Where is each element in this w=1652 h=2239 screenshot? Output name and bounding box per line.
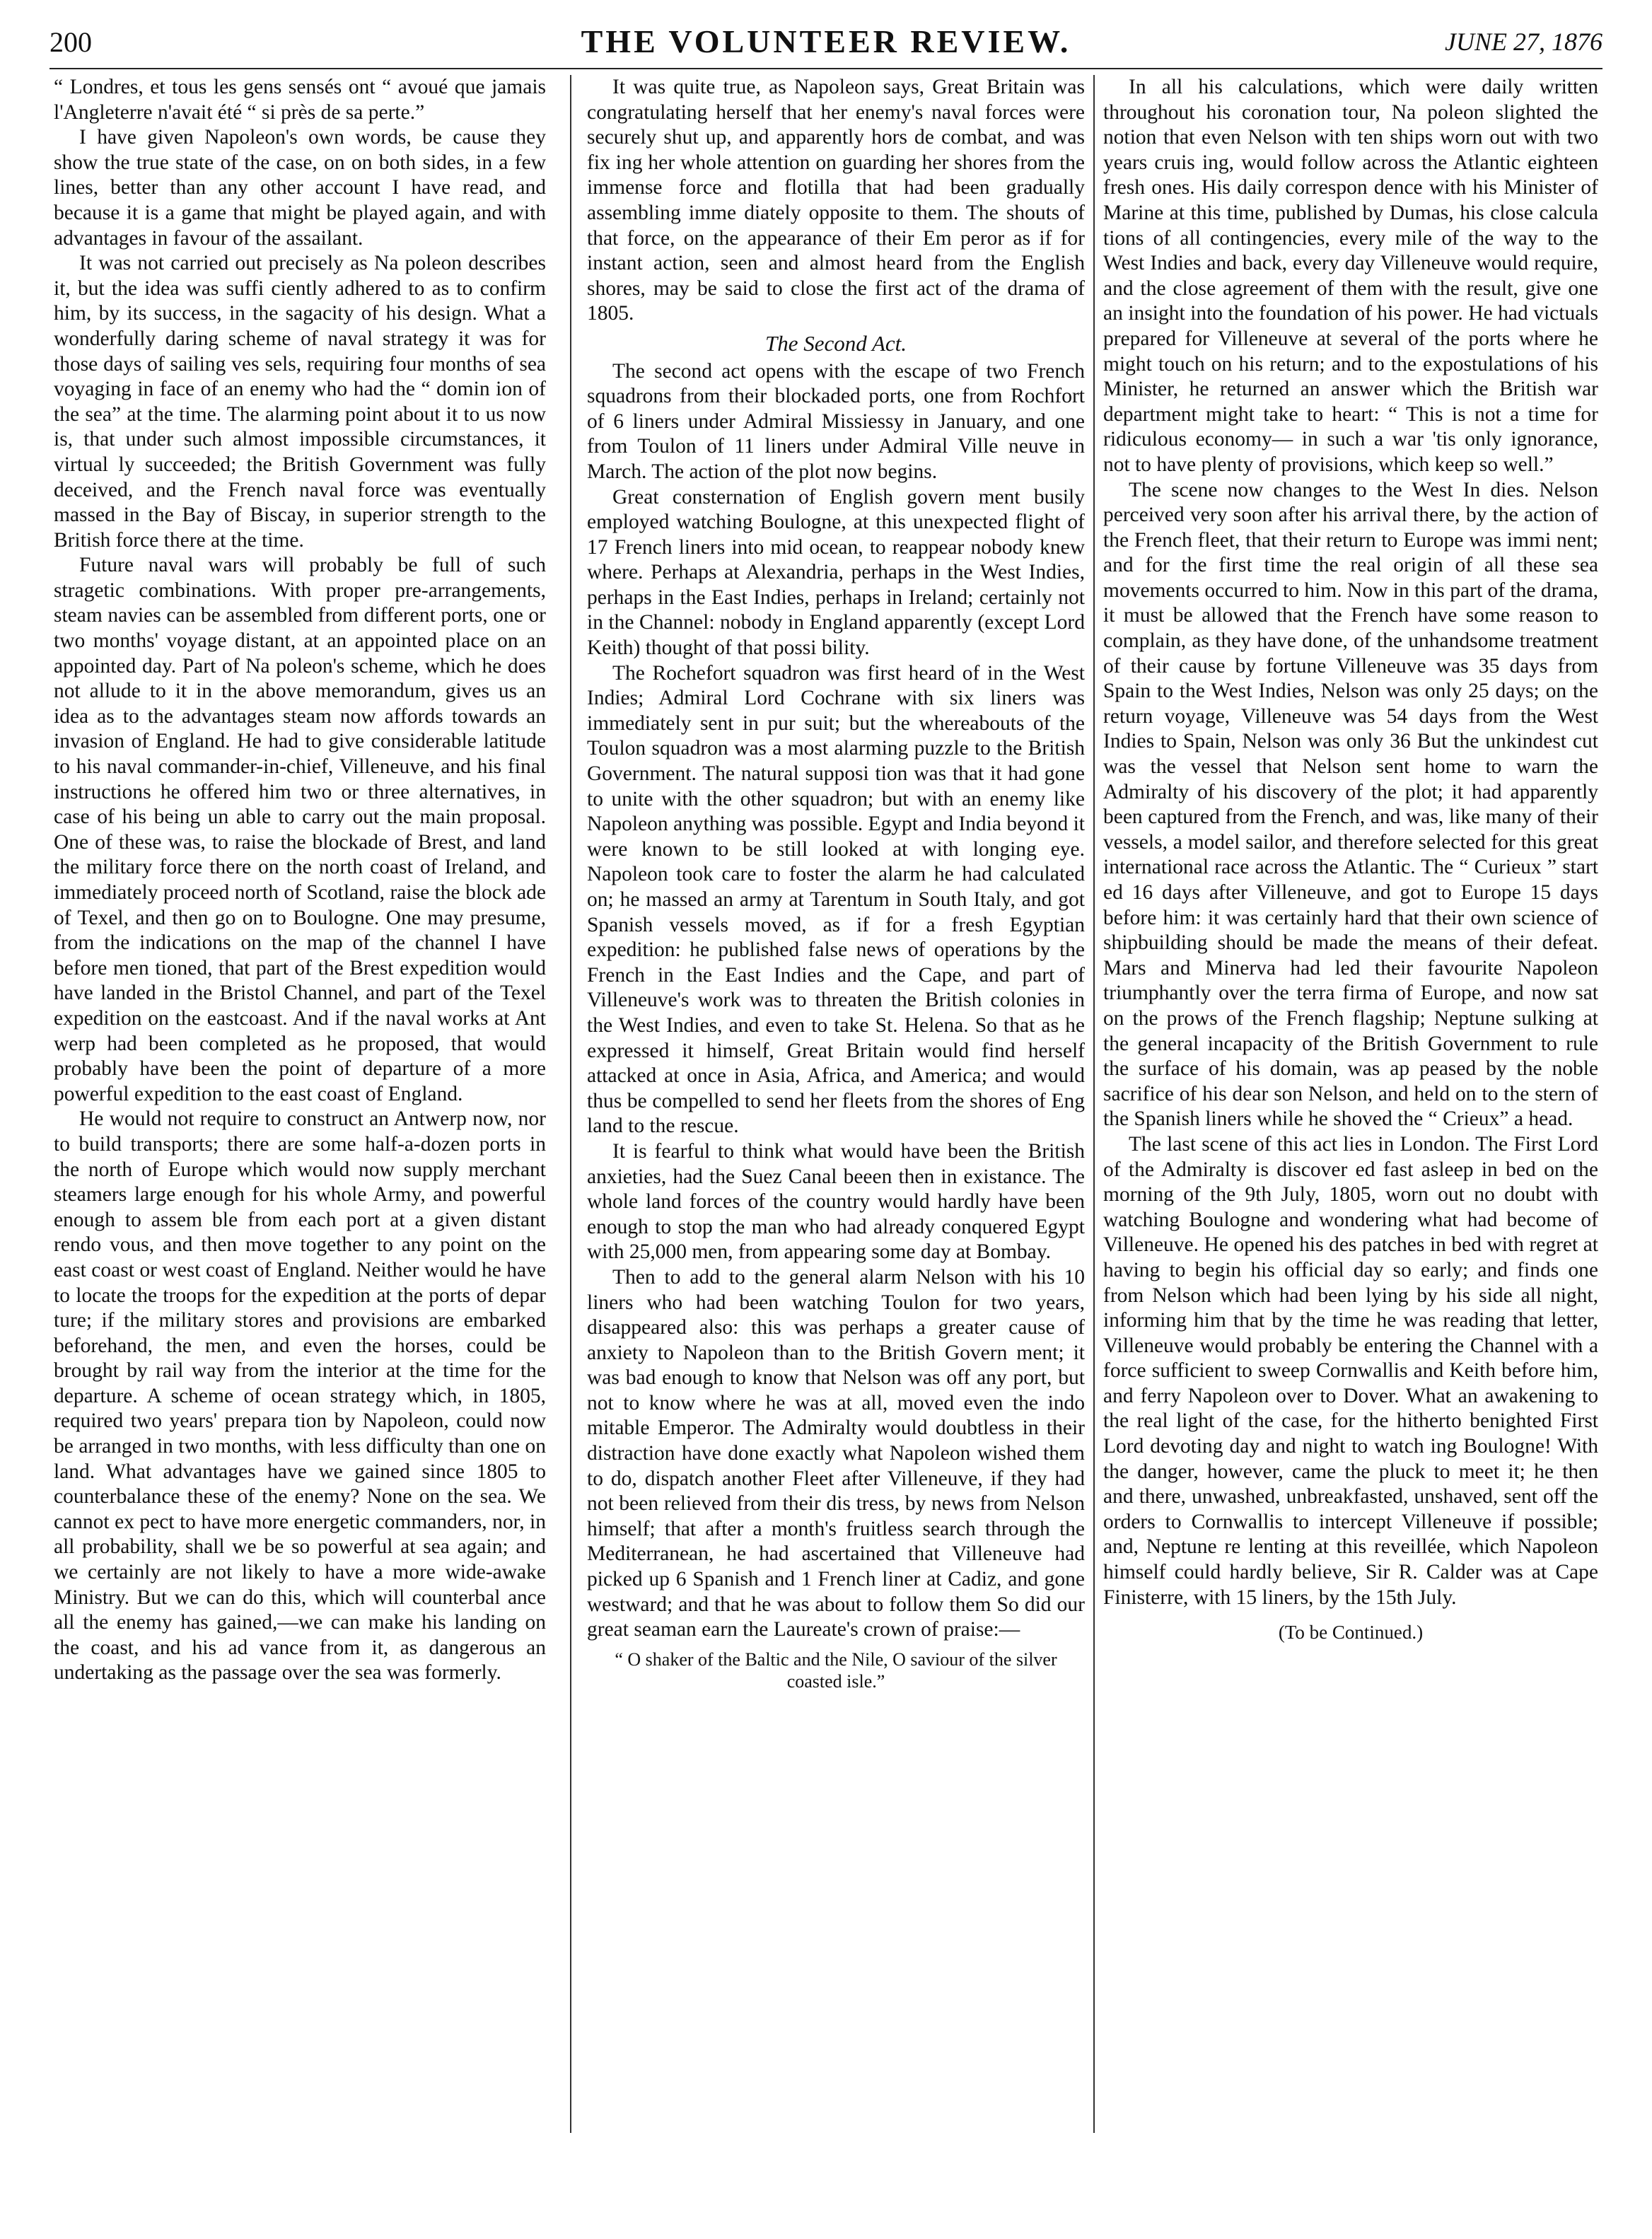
article-paragraph: Future naval wars will probably be full of such stragetic combinations. With proper pre-arrangements, steam navies can be assembled from different ports, one or two months' voyage distant, at an appointed place on an appointed day. Part of Na poleon's scheme, which he does not allude to it in the above memorandum, gives us an idea as to the advantages steam now affords towards an invasion of England. He had to give considerable latitude to his naval commander-in-chief, Villeneuve, and his final instructions he offered him two or three alternatives, in case of his being un able to carry out the main proposal. One of these was, to raise the blockade of Brest, and land the military force there on the north coast of Ireland, and immediately proceed north of Scotland, raise the block ade of Texel, and then go on to Boulogne. One may presume, from the indications on the map of the channel I have before men tioned, that part of the Brest expedition would have landed in the Bristol Channel, and part of the Texel expedition on the eastcoast. And if the naval works at Ant werp had been completed as he proposed, that would probably have been the point of departure of a more powerful expedition to the east coast of England. — [54, 554, 546, 1105]
article-paragraph: It was not carried out precisely as Na poleon describes it, but the idea was suffi ciently adhered to as to confirm him, by its success, in the sagacity of his design. What a wonderfully daring scheme of naval strategy it was for those days of sailing ves sels, requiring four months of sea voyaging in face of an enemy who had the “ domin ion of the sea” at the time. The alarming point about it to us now is, that under such almost impossible circumstances, it virtual ly succeeded; the British Government was fully deceived, and the French naval force was eventually massed in the Bay of Biscay, in superior strength to the British force there at the time. — [54, 252, 546, 552]
column-divider — [570, 75, 571, 2133]
issue-date: JUNE 27, 1876 — [1445, 28, 1602, 56]
quote-paragraph: “ Londres, et tous les gens sensés ont “ avoué que jamais l'Angleterre n'avait été “ si près de sa perte.” — [54, 76, 546, 124]
header-rule — [50, 68, 1602, 69]
article-paragraph: Then to add to the general alarm Nelson with his 10 liners who had been watching Toulon for two years, disappeared also: this was perhaps a greater cause of anxiety to Napoleon than to the British Govern ment; it was bad enough to know that Nelson was off any port, but not to know where he was at all, moved even the indo mitable Emperor. The Admiralty would doubtless in their distraction have done exactly what Napoleon wished them to do, dispatch another Fleet after Villeneuve, if they had not been relieved from their dis tress, by news from Nelson himself; that after a month's fruitless search through the Mediterranean, he had ascertained that Villeneuve had picked up 6 Spanish and 1 French liner at Cadiz, and gone westward; and that he was about to follow them So did our great seaman earn the Laureate's crown of praise:— — [587, 1265, 1085, 1641]
page-header — [50, 20, 1602, 64]
article-paragraph: It was quite true, as Napoleon says, Great Britain was congratulating herself that her enemy's naval forces were securely shut up, and apparently hors de combat, and was fix ing her whole attention on guarding her shores from the immense force and flotilla that had been gradually assembling imme diately opposite to them. The shouts of that force, on the appearance of their Em peror as if for instant action, seen and almost heard from the English shores, may be said to close the first act of the drama of 1805. — [587, 76, 1085, 325]
continued-note: (To be Continued.) — [1278, 1622, 1424, 1644]
section-heading: The Second Act. — [764, 330, 907, 356]
article-paragraph: Great consternation of English govern ment busily employed watching Boulogne, at this unexpected flight of 17 French liners into mid ocean, to reappear nobody knew where. Perhaps at Alexandria, perhaps in the West Indies, perhaps in the East Indies, perhaps in Ireland; certainly not in the Channel: nobody in England apparently (except Lord Keith) thought of that possi bility. — [587, 485, 1085, 660]
article-paragraph: It is fearful to think what would have been the British anxieties, had the Suez Canal beeen then in existance. The whole land forces of the country would hardly have been enough to stop the man who had already conquered Egypt with 25,000 men, from appearing some day at Bombay. — [587, 1139, 1085, 1264]
article-paragraph: I have given Napoleon's own words, be cause they show the true state of the case, on on both sides, in a few lines, better than any other account I have read, and because it is a game that might be played again, and with advantages in favour of the assailant. — [54, 126, 546, 250]
article-paragraph: He would not require to construct an Antwerp now, nor to build transports; there are some half-a-dozen ports in the north of Europe which would now supply merchant steamers large enough for his whole Army, and powerful enough to assem ble from each port at a given distant rendo vous, and then move together to any point on the east coast or west coast of England. Neither would he have to locate the troops for the expedition at the ports of depar ture; if the military stores and provisions are embarked beforehand, the men, and even the horses, could be brought by rail way from the interior at the time for the departure. A scheme of ocean strategy which, in 1805, required two years' prepara tion by Napoleon, could now be arranged in two months, with less difficulty than one on land. What advantages have we gained since 1805 to counterbalance these of the enemy? None on the sea. We cannot ex pect to have more energetic commanders, nor, in all probability, shall we be so powerful at sea again; and we certainly are not likely to have a more wide-awake Ministry. But we can do this, which will counterbal ance all the enemy has gained,—we can make his landing on the coast, and his ad vance from it, as dangerous an undertaking as the passage over the sea was formerly. — [54, 1107, 546, 1685]
page-number: 200 — [50, 26, 92, 58]
verse-quote: “ O shaker of the Baltic and the Nile, O saviour of the silver coasted isle.” — [615, 1648, 1057, 1692]
column-divider — [1093, 75, 1095, 2133]
article-paragraph: The second act opens with the escape of two French squadrons from their blockaded ports, one from Rochfort of 6 liners under Admiral Missiessy in January, and one from Toulon of 11 liners under Admiral Ville neuve in March. The action of the plot now begins. — [587, 359, 1085, 483]
article-paragraph: The last scene of this act lies in London. The First Lord of the Admiralty is discover ed fast asleep in bed on the morning of the 9th July, 1805, worn out no doubt with watching Boulogne and wondering what had become of Villeneuve. He opened his des patches in bed with regret at having to begin his official day so early; and finds one from Nelson which had been lying by his side all night, informing him that by the time he was reading that letter, Villeneuve would probably be entering the Channel with a force sufficient to sweep Cornwallis and Keith before him, and ferry Napoleon over to Dover. What an awakening to the real light of the case, for the hitherto benighted First Lord devoting day and night to watch ing Boulogne! With the danger, however, came the pluck to meet it; he then and there, unwashed, unbreakfasted, unshaved, sent off the orders to Cornwallis to intercept Villeneuve if possible; and, Neptune re lenting at this reveillée, which Napoleon himself could hardly believe, Sir R. Calder was at Cape Finisterre, with 15 liners, by the 15th July. — [1103, 1132, 1598, 1609]
journal-title: THE VOLUNTEER REVIEW. — [581, 23, 1071, 59]
article-column-2 — [587, 75, 1085, 2189]
article-column-3 — [1103, 75, 1598, 2189]
article-paragraph: The scene now changes to the West In dies. Nelson perceived very soon after his arrival there, by the action of the French fleet, that their return to Europe was immi nent; and for the first time the real origin of all these sea movements occurred to him. Now in this part of the drama, it must be allowed that the French have some reason to complain, as they have done, of the unhandsome treatment of their cause by fortune Villeneuve was 35 days from Spain to the West Indies, Nelson was only 25 days; on the return voyage, Villeneuve was 54 days from the West Indies to Spain, Nelson was only 36 But the unkindest cut was the vessel that Nelson sent home to warn the Admiralty of his discovery of the plot; it had apparently been captured from the French, and was, like many of their vessels, a model sailor, and therefore selected for this great international race across the Atlantic. The “ Curieux ” start ed 16 days after Villeneuve, and got to Europe 15 days before him: it was certainly hard that their own science of shipbuilding should be made the means of their defeat. Mars and Minerva had led their favourite Napoleon triumphantly over the terra firma of Europe, and now sat on the prows of the French flagship; Neptune sulking at the general incapacity of the British Government to rule the surface of his domain, was ap peased by the noble sacrifice of his dear son Nelson, and held on to the stern of the Spanish liners while he shoved the “ Crieux” a head. — [1103, 478, 1598, 1131]
article-paragraph: In all his calculations, which were daily written throughout his coronation tour, Na poleon slighted the notion that even Nelson with ten ships worn out with two years cruis ing, would follow across the Atlantic eighteen fresh ones. His daily correspon dence with his Minister of Marine at this time, published by Dumas, his close calcula tions of all contingencies, every mile of the way to the West Indies and back, every day Villeneuve would require, and the close agreement of them with the result, give one an insight into the foundation of his power. He had victuals prepared for Villeneuve at several of the ports where he might touch on his return; and to the expostulations of his Minister, he returned an answer which the British war department might take to heart: “ This is not a time for ridiculous economy— in such a war 'tis only ignorance, not to have plenty of provisions, which keep so well.” — [1103, 76, 1598, 476]
article-paragraph: The Rochefort squadron was first heard of in the West Indies; Admiral Lord Cochrane with six liners was immediately sent in pur suit; but the whereabouts of the Toulon squadron was a most alarming puzzle to the British Government. The natural supposi tion was that it had gone to unite with the other squadron; but with an enemy like Napoleon anything was possible. Egypt and India beyond it were known to be still looked at with longing eye. Napoleon took care to foster the alarm he had calculated on; he massed an army at Tarentum in South Italy, and got Spanish vessels moved, as if for a fresh Egyptian expedition: he published false news of operations by the French in the East Indies and the Cape, and part of Villeneuve's work was to threaten the British colonies in the West Indies, and even to take St. Helena. So that as he expressed it himself, Great Britain would find herself attacked at once in Asia, Africa, and America; and would thus be compelled to send her fleets from the shores of Eng land to the rescue. — [587, 661, 1085, 1138]
article-column-1 — [54, 75, 546, 2189]
